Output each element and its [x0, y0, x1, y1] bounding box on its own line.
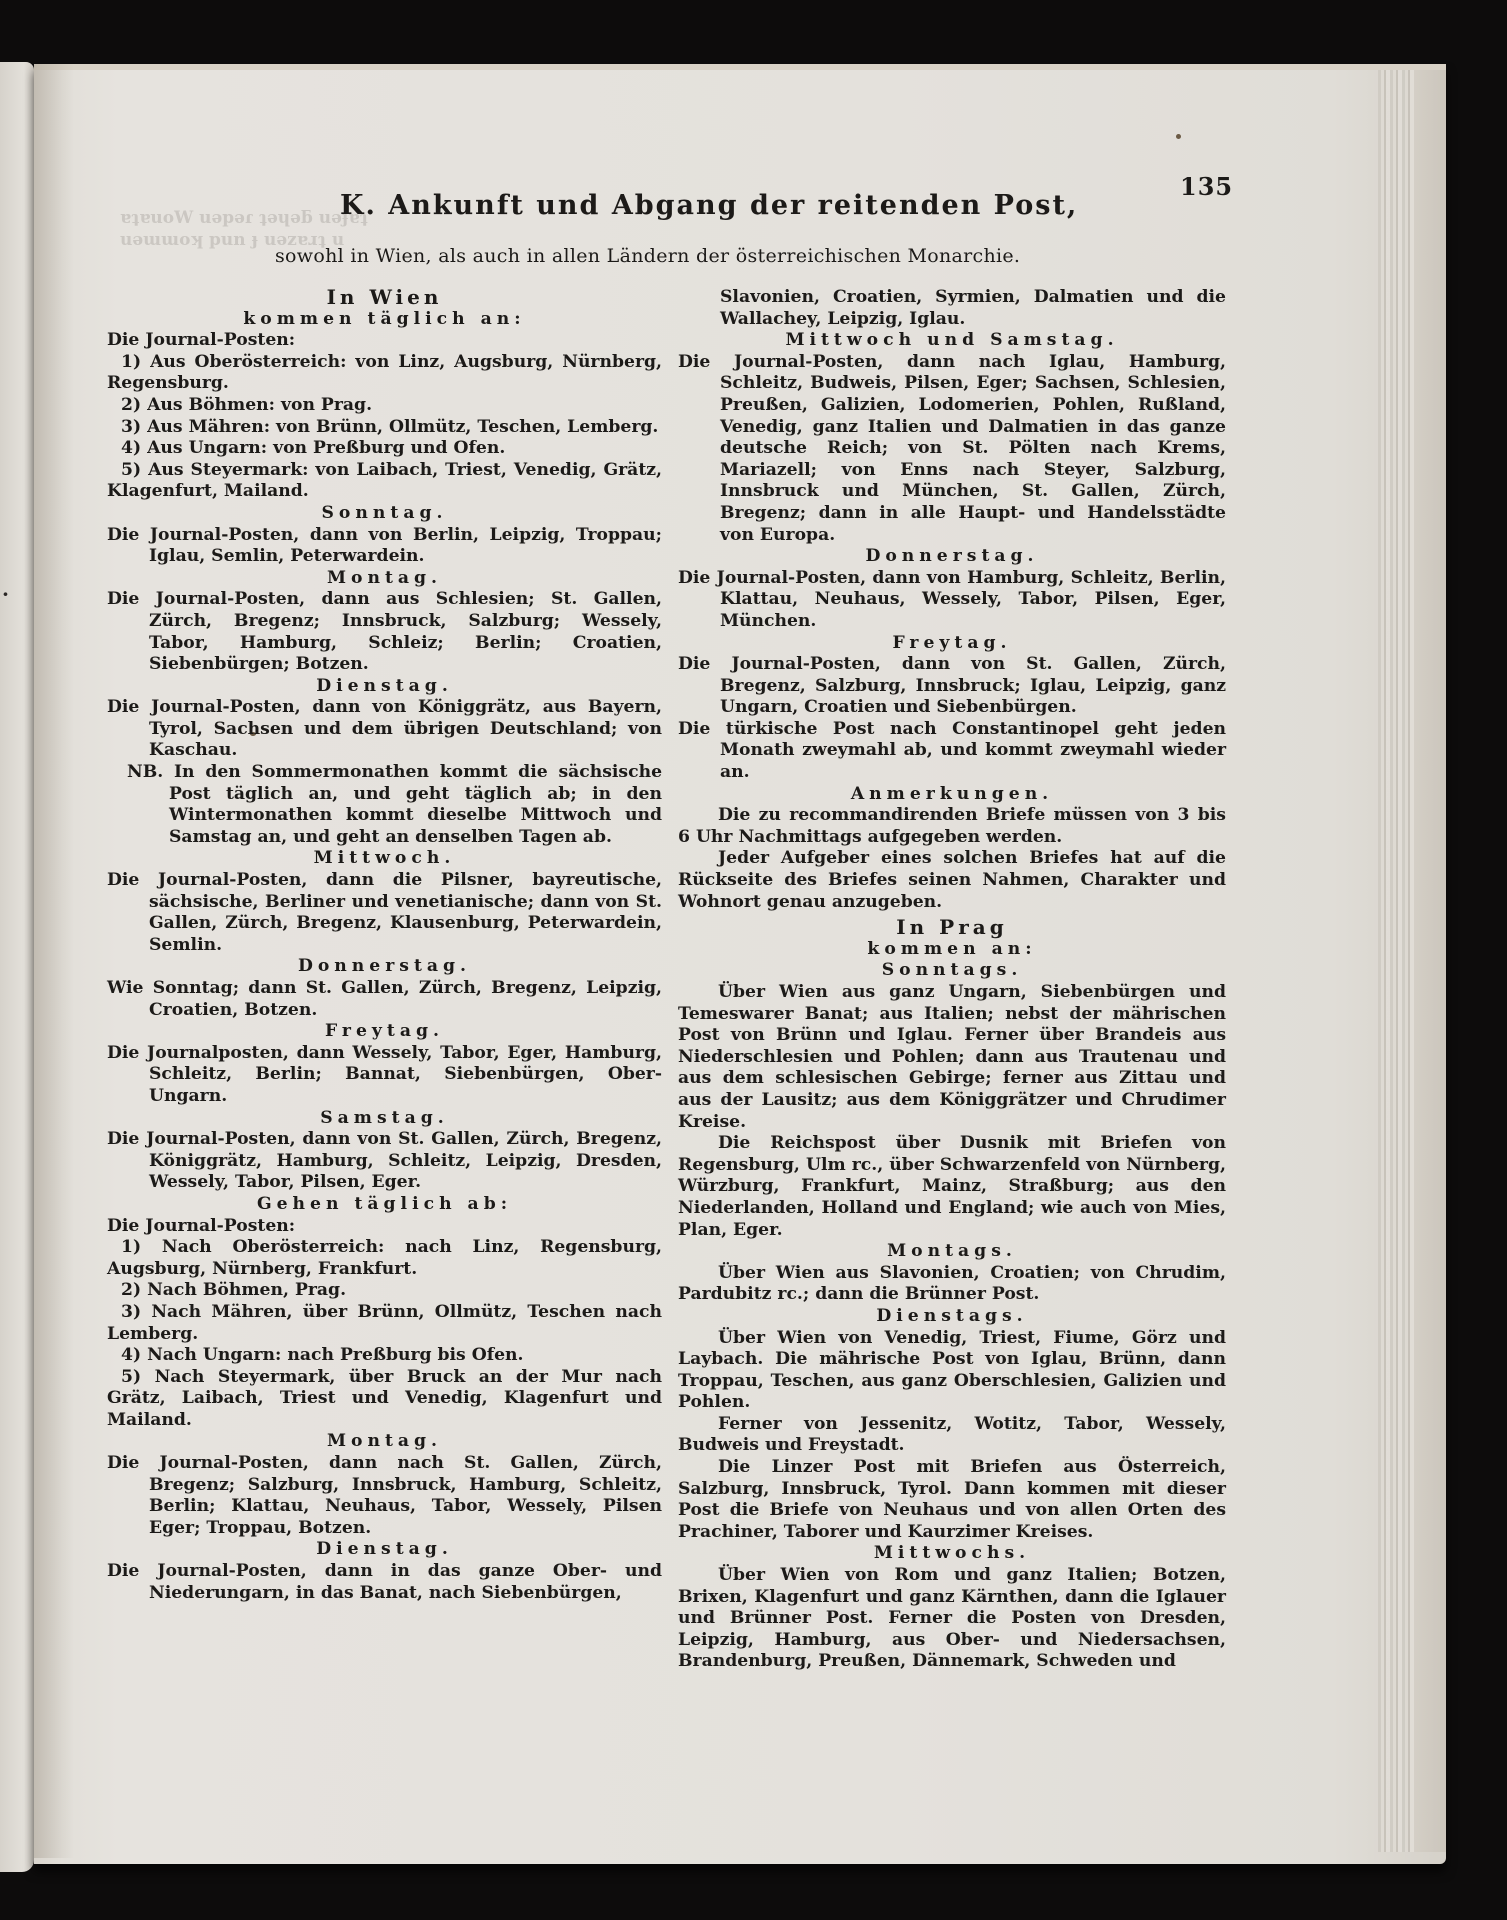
bleed-through-text: ɐʇɐuoW uǝpǝɾ ʇǝɥǝƃ uǝɟɐʇ: [120, 208, 368, 228]
page-title: K. Ankunft und Abgang der reitenden Post,: [340, 190, 1079, 221]
prag-paragraph: Über Wien aus Slavonien, Croatien; von Chrudim, Pardubitz rc.; dann die Brünner Post.: [678, 1262, 1226, 1305]
day-heading: Freytag.: [325, 1021, 444, 1042]
note-paragraph: Die zu recommandirenden Briefe müssen von 3 bis 6 Uhr Nachmittags aufgegeben werden.: [678, 805, 1226, 847]
depart-item: 2) Nach Böhmen, Prag.: [121, 1280, 347, 1301]
day-heading: Mittwoch.: [313, 848, 456, 869]
day-entry: Die Journalposten, dann Wessely, Tabor, Eger, Hamburg, Schleitz, Berlin; Bannat, Siebenbürgen, Ober-Ungarn.: [107, 1042, 662, 1106]
section-title-wien: In Wien: [326, 285, 443, 309]
depart-heading: Gehen täglich ab:: [256, 1193, 513, 1214]
bleed-through-text: uǝɯɯoʞ pun ɟ uǝzɐɹʇ u: [120, 230, 345, 250]
prag-paragraph: Die Linzer Post mit Briefen aus Österreich, Salzburg, Innsbruck, Tyrol. Dann kommen mit dieser Post die Briefe von Neuhaus und von allen Orten des Prachiner, Taborer und Kaurzimer Kreises.: [678, 1457, 1226, 1542]
day-entry: Die Journal-Posten, dann die Pilsner, bayreutische, sächsische, Berliner und venetianische; dann von St. Gallen, Zürch, Bregenz, Klausenburg, Peterwardein, Semlin.: [107, 870, 662, 955]
arrive-heading: kommen täglich an:: [243, 308, 526, 329]
prag-paragraph: Über Wien von Rom und ganz Italien; Botzen, Brixen, Klagenfurt und ganz Kärnthen, dann die Iglauer und Brünner Post. Ferner die Posten von Dresden, Leipzig, Hamburg, aus Ober- und Niedersachsen, Brandenburg, Preußen, Dännemark, Schweden und: [678, 1565, 1226, 1672]
depart-intro: Die Journal-Posten:: [107, 1215, 296, 1236]
arrive-item: 2) Aus Böhmen: von Prag.: [121, 394, 373, 415]
day-entry: Die Journal-Posten, dann von Königgrätz, aus Bayern, Tyrol, Sachsen und dem übrigen Deutschland; von Kaschau.: [107, 697, 662, 761]
day-entry: Die Journal-Posten, dann von Hamburg, Schleitz, Berlin, Klattau, Neuhaus, Wessely, Tabor, Pilsen, Eger, München.: [678, 567, 1226, 631]
day-entry: Die Journal-Posten, dann von St. Gallen, Zürch, Bregenz, Salzburg, Innsbruck; Iglau, Leipzig, ganz Ungarn, Croatien und Siebenbürgen.: [678, 654, 1226, 718]
left-column: [107, 287, 662, 1604]
facing-page-glyph: ·: [2, 582, 9, 606]
prag-paragraph: Über Wien von Venedig, Triest, Fiume, Görz und Laybach. Die mährische Post von Iglau, Brünn, dann Troppau, Teschen, aus ganz Oberschlesien, Galizien und Pohlen.: [678, 1327, 1226, 1413]
page-number: 135: [1180, 172, 1234, 201]
right-column: [678, 287, 1226, 1673]
day-heading: Sonntags.: [881, 960, 1023, 981]
day-heading: Sonntag.: [321, 502, 448, 523]
day-heading: Samstag.: [320, 1107, 449, 1128]
arrive-item: 3) Aus Mähren: von Brünn, Ollmütz, Teschen, Lemberg.: [121, 416, 659, 437]
nb-note: [107, 762, 662, 848]
notes-heading: Anmerkungen.: [850, 783, 1054, 804]
day-heading: Freytag.: [892, 632, 1012, 653]
facing-page-edge: [0, 62, 34, 1872]
day-heading: Dienstag.: [316, 1539, 453, 1560]
depart-item: 4) Nach Ungarn: nach Preßburg bis Ofen.: [121, 1345, 524, 1366]
section-title-prag: In Prag: [896, 915, 1008, 940]
ink-speck: [1176, 134, 1181, 139]
arrive-item: 1) Aus Oberösterreich: von Linz, Augsburg, Nürnberg, Regensburg.: [107, 351, 662, 394]
day-heading: Dienstags.: [876, 1305, 1028, 1326]
nb-text: In den Sommermonathen kommt die sächsische Post täglich an, und geht täglich ab; in den Wintermonathen kommt dieselbe Mittwoch und Samstag an, und geht an denselben Tagen ab.: [169, 762, 662, 847]
day-entry: Wie Sonntag; dann St. Gallen, Zürch, Bregenz, Leipzig, Croatien, Botzen.: [107, 978, 662, 1020]
day-heading: Dienstag.: [316, 675, 453, 696]
day-entry: Die Journal-Posten, dann von St. Gallen, Zürch, Bregenz, Königgrätz, Hamburg, Schleitz, Leipzig, Dresden, Wessely, Tabor, Pilsen, Eger.: [107, 1129, 662, 1193]
day-heading: Donnerstag.: [297, 956, 472, 977]
day-entry: Die Journal-Posten, dann nach Iglau, Hamburg, Schleitz, Budweis, Pilsen, Eger; Sachsen, Schlesien, Preußen, Galizien, Lodomerien, Pohlen, Rußland, Venedig, ganz Italien und Dalmatien in das ganze deutsche Reich; von St. Pölten nach Krems, Mariazell; von Enns nach Steyer, Salzburg, Innsbruck und München, St. Gallen, Zürch, Bregenz; dann in alle Haupt- und Handelsstädte von Europa.: [678, 351, 1226, 545]
day-entry: Die Journal-Posten, dann von Berlin, Leipzig, Troppau; Iglau, Semlin, Peterwardein.: [107, 524, 662, 567]
day-heading: Donnerstag.: [865, 546, 1039, 567]
page-subtitle: sowohl in Wien, als auch in allen Ländern der österreichischen Monarchie.: [275, 245, 1021, 267]
prag-paragraph: Über Wien aus ganz Ungarn, Siebenbürgen und Temeswarer Banat; aus Italien; nebst der mährischen Post von Brünn und Iglau. Ferner über Brandeis aus Niederschlesien und Pohlen; dann aus Trautenau und aus dem schlesischen Gebirge; ferner aus Zittau und aus der Lausitz; aus dem Königgrätzer und Chrudimer Kreise.: [678, 982, 1226, 1132]
turkish-post-entry: Die türkische Post nach Constantinopel geht jeden Monath zweymahl ab, und kommt zweymahl wieder an.: [678, 718, 1226, 783]
day-heading: Montags.: [887, 1241, 1017, 1262]
depart-item: 3) Nach Mähren, über Brünn, Ollmütz, Teschen nach Lemberg.: [107, 1301, 662, 1344]
day-heading: Montag.: [326, 567, 443, 588]
page-edges: [1378, 70, 1446, 1852]
day-entry: Die Journal-Posten, dann nach St. Gallen, Zürch, Bregenz; Salzburg, Innsbruck, Hamburg, Schleitz, Berlin; Klattau, Neuhaus, Tabor, Wessely, Pilsen Eger; Troppau, Botzen.: [107, 1453, 662, 1538]
continuation-text: Slavonien, Croatien, Syrmien, Dalmatien und die Wallachey, Leipzig, Iglau.: [720, 287, 1226, 329]
depart-item: 5) Nach Steyermark, über Bruck an der Mur nach Grätz, Laibach, Triest und Venedig, Klagenfurt und Mailand.: [107, 1366, 662, 1430]
prag-paragraph: Ferner von Jessenitz, Wotitz, Tabor, Wessely, Budweis und Freystadt.: [678, 1413, 1226, 1456]
day-entry: Die Journal-Posten, dann aus Schlesien; St. Gallen, Zürch, Bregenz; Innsbruck, Salzburg; Wessely, Tabor, Hamburg, Schleiz; Berlin; Croatien, Siebenbürgen; Botzen.: [107, 589, 662, 675]
day-entry: Die Journal-Posten, dann in das ganze Ober- und Niederungarn, in das Banat, nach Siebenbürgen,: [107, 1561, 662, 1603]
note-paragraph: Jeder Aufgeber eines solchen Briefes hat auf die Rückseite des Briefes seinen Nahmen, Charakter und Wohnort genau anzugeben.: [678, 848, 1226, 912]
day-heading: Mittwoch und Samstag.: [785, 330, 1119, 351]
day-heading: Montag.: [326, 1431, 443, 1452]
arrive-intro: Die Journal-Posten:: [107, 330, 296, 351]
nb-label: NB.: [127, 762, 164, 783]
gutter-shadow: [34, 64, 74, 1858]
arrive-item: 5) Aus Steyermark: von Laibach, Triest, Venedig, Grätz, Klagenfurt, Mailand.: [107, 459, 662, 502]
arrive-item: 4) Aus Ungarn: von Preßburg und Ofen.: [121, 438, 506, 459]
prag-paragraph: Die Reichspost über Dusnik mit Briefen von Regensburg, Ulm rc., über Schwarzenfeld von Nürnberg, Würzburg, Frankfurt, Mainz, Straßburg; aus den Niederlanden, Holland und England; wie auch von Mies, Plan, Eger.: [678, 1133, 1226, 1240]
depart-item: 1) Nach Oberösterreich: nach Linz, Regensburg, Augsburg, Nürnberg, Frankfurt.: [107, 1237, 662, 1279]
day-heading: Mittwochs.: [873, 1543, 1031, 1564]
prag-arrive-heading: kommen an:: [867, 938, 1037, 959]
